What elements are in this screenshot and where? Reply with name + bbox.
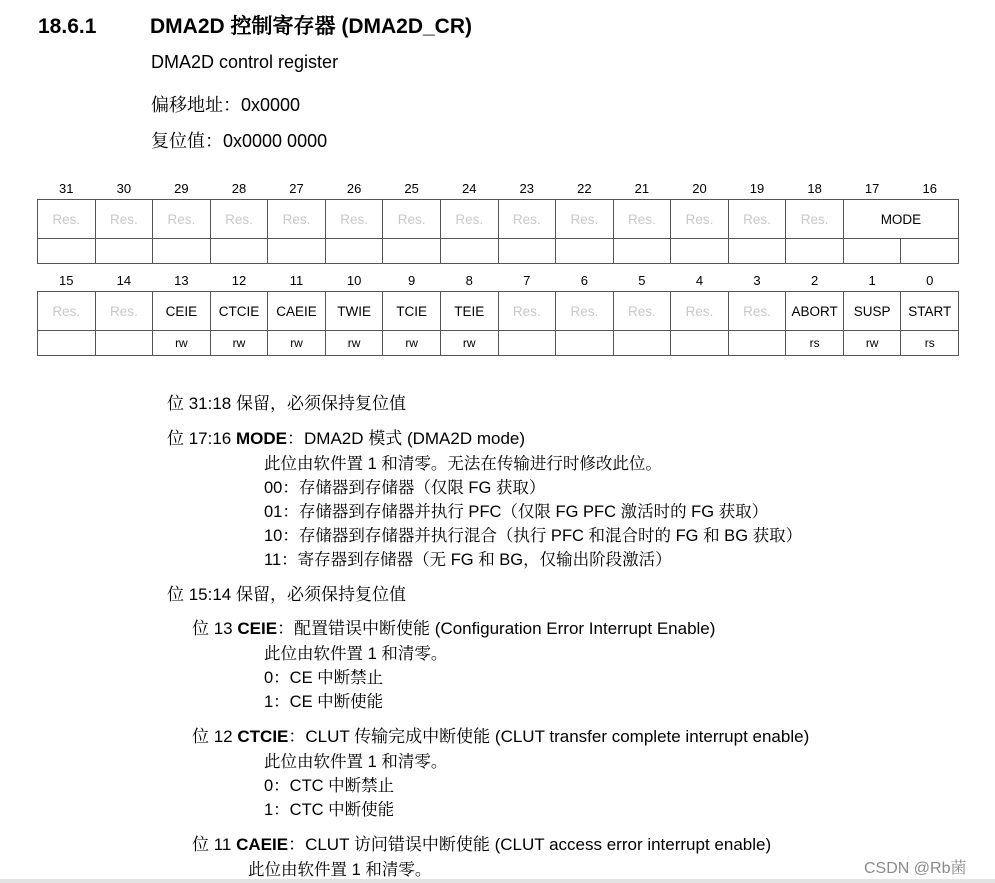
access-cell: rw [383, 331, 441, 356]
bit-range: 位 31:18 [167, 394, 232, 413]
field-detail-line: 01：存储器到存储器并执行 PFC（仅限 FG PFC 激活时的 FG 获取） [264, 503, 769, 521]
reserved-bit: Res. [498, 200, 556, 239]
field-detail-line: 1：CTC 中断使能 [264, 801, 395, 819]
access-cell [786, 239, 844, 264]
bit-caeie: CAEIE [268, 292, 326, 331]
field-detail-line: 0：CTC 中断禁止 [264, 777, 395, 795]
reserved-bit: Res. [38, 292, 96, 331]
field-detail-line: 此位由软件置 1 和清零。 [248, 861, 432, 879]
access-cell: rw [153, 331, 211, 356]
field-description: 保留，必须保持复位值 [236, 394, 406, 413]
reserved-bit: Res. [786, 200, 844, 239]
reserved-bit: Res. [325, 200, 383, 239]
bit-number: 31 [59, 180, 74, 196]
access-cell [38, 331, 96, 356]
section-heading [38, 10, 472, 40]
access-cell [383, 239, 441, 264]
access-cell [498, 331, 556, 356]
bit-tcie: TCIE [383, 292, 441, 331]
bit-number: 15 [59, 272, 74, 288]
access-cell [556, 331, 614, 356]
bit-number: 25 [404, 180, 419, 196]
register-table-lower [37, 269, 959, 356]
bit-ctcie: CTCIE [210, 292, 268, 331]
field-detail-line: 此位由软件置 1 和清零。无法在传输进行时修改此位。 [264, 455, 662, 473]
bit-number: 30 [116, 180, 132, 196]
access-cell: rw [268, 331, 326, 356]
reserved-bit: Res. [210, 200, 268, 239]
access-cell: rw [325, 331, 383, 356]
field-name-ctcie: CTCIE [237, 727, 289, 746]
access-cell [268, 239, 326, 264]
bit-number: 29 [174, 180, 189, 196]
field-detail-line: 此位由软件置 1 和清零。 [264, 645, 448, 663]
bit-start: START [901, 292, 959, 331]
access-cell [153, 239, 211, 264]
bit-range: 位 13 [192, 619, 233, 638]
bit-susp: SUSP [843, 292, 901, 331]
access-cell [843, 239, 901, 264]
bit-number: 11 [289, 272, 304, 288]
bit-number: 16 [922, 180, 937, 196]
access-cell [498, 239, 556, 264]
bottom-divider [0, 879, 995, 883]
bit-number: 27 [289, 180, 304, 196]
access-cell [671, 239, 729, 264]
watermark: CSDN @Rb菌 [864, 860, 967, 877]
field-detail-line: 00：存储器到存储器（仅限 FG 获取） [264, 479, 546, 497]
reserved-bit: Res. [383, 200, 441, 239]
access-cell [210, 239, 268, 264]
offset-address: 偏移地址：0x0000 [151, 95, 301, 115]
reserved-bit: Res. [38, 200, 96, 239]
access-cell: rs [901, 331, 959, 356]
access-cell [556, 239, 614, 264]
mode-field: MODE [843, 200, 958, 239]
bit-range: 位 17:16 [167, 429, 232, 448]
bit-number: 7 [523, 272, 531, 288]
register-subtitle: DMA2D control register [151, 52, 339, 72]
field-name-mode: MODE [236, 429, 287, 448]
bit-twie: TWIE [325, 292, 383, 331]
bit-ceie: CEIE [153, 292, 211, 331]
field-detail-line: 0：CE 中断禁止 [264, 669, 384, 687]
field-bits-31-18 [167, 389, 406, 414]
access-cell [95, 331, 153, 356]
bit-number: 0 [926, 272, 934, 288]
reserved-bit: Res. [556, 200, 614, 239]
register-table-upper [37, 177, 959, 264]
bit-number: 4 [695, 272, 704, 288]
bit-name-row [38, 292, 959, 331]
reset-value: 复位值：0x0000 0000 [151, 131, 328, 151]
reserved-bit: Res. [498, 292, 556, 331]
access-cell [38, 239, 96, 264]
bit-number: 8 [465, 272, 473, 288]
reserved-bit: Res. [556, 292, 614, 331]
access-cell [901, 239, 959, 264]
bit-range: 位 15:14 [167, 585, 232, 604]
bit-number: 13 [174, 272, 189, 288]
field-bit-13 [192, 614, 715, 639]
field-description: ：DMA2D 模式 (DMA2D mode) [287, 429, 526, 448]
bit-number: 3 [753, 272, 761, 288]
bit-abort: ABORT [786, 292, 844, 331]
field-detail-line: 1：CE 中断使能 [264, 693, 384, 711]
bit-teie: TEIE [440, 292, 498, 331]
bit-number: 5 [638, 272, 646, 288]
bit-number: 10 [346, 272, 362, 288]
access-cell [440, 239, 498, 264]
access-row [38, 331, 959, 356]
section-title: DMA2D 控制寄存器 (DMA2D_CR) [150, 15, 473, 38]
access-cell: rw [843, 331, 901, 356]
bit-number: 17 [864, 180, 880, 196]
field-detail-line: 10：存储器到存储器并执行混合（执行 PFC 和混合时的 FG 和 BG 获取） [264, 527, 803, 545]
access-row [38, 239, 959, 264]
access-cell [95, 239, 153, 264]
bit-number: 14 [116, 272, 132, 288]
reserved-bit: Res. [95, 200, 153, 239]
bit-number: 2 [810, 272, 819, 288]
reserved-bit: Res. [613, 200, 671, 239]
bit-number: 23 [519, 180, 535, 196]
field-detail-line: 此位由软件置 1 和清零。 [264, 753, 448, 771]
field-bits-15-14 [167, 580, 406, 605]
bit-number: 18 [807, 180, 822, 196]
reserved-bit: Res. [728, 292, 786, 331]
access-cell [728, 331, 786, 356]
access-cell [728, 239, 786, 264]
bit-number: 20 [692, 180, 707, 196]
access-cell [325, 239, 383, 264]
access-cell: rw [210, 331, 268, 356]
bit-range: 位 12 [192, 727, 233, 746]
bit-number: 21 [634, 180, 650, 196]
bit-number: 19 [749, 180, 765, 196]
bit-number: 28 [231, 180, 247, 196]
reserved-bit: Res. [613, 292, 671, 331]
field-bit-12 [192, 722, 809, 747]
bit-number: 9 [408, 272, 416, 288]
field-description: ：CLUT 传输完成中断使能 (CLUT transfer complete interrupt enable) [288, 727, 810, 746]
access-cell: rs [786, 331, 844, 356]
field-bits-17-16 [167, 424, 525, 449]
reserved-bit: Res. [671, 292, 729, 331]
field-description: 保留，必须保持复位值 [236, 585, 406, 604]
reserved-bit: Res. [268, 200, 326, 239]
bit-number: 12 [231, 272, 247, 288]
field-name-ceie: CEIE [237, 619, 278, 638]
reserved-bit: Res. [671, 200, 729, 239]
field-name-caeie: CAEIE [236, 835, 289, 854]
field-detail-line: 11：寄存器到存储器（无 FG 和 BG，仅输出阶段激活） [264, 551, 672, 569]
field-description: ：配置错误中断使能 (Configuration Error Interrupt Enable) [277, 619, 716, 638]
access-cell: rw [440, 331, 498, 356]
access-cell [613, 331, 671, 356]
field-description: ：CLUT 访问错误中断使能 (CLUT access error interrupt enable) [288, 835, 772, 854]
bit-name-row [38, 200, 959, 239]
bit-number-row [38, 269, 959, 292]
section-number: 18.6.1 [38, 15, 97, 38]
reserved-bit: Res. [95, 292, 153, 331]
bit-number: 1 [868, 272, 876, 288]
access-cell [613, 239, 671, 264]
reserved-bit: Res. [728, 200, 786, 239]
reserved-bit: Res. [440, 200, 498, 239]
access-cell [671, 331, 729, 356]
reserved-bit: Res. [153, 200, 211, 239]
bit-range: 位 11 [192, 835, 232, 854]
bit-number: 6 [580, 272, 588, 288]
bit-number: 26 [346, 180, 362, 196]
bit-number-row [38, 177, 959, 200]
bit-number: 22 [577, 180, 592, 196]
field-bit-11 [192, 830, 771, 855]
bit-number: 24 [461, 180, 477, 196]
